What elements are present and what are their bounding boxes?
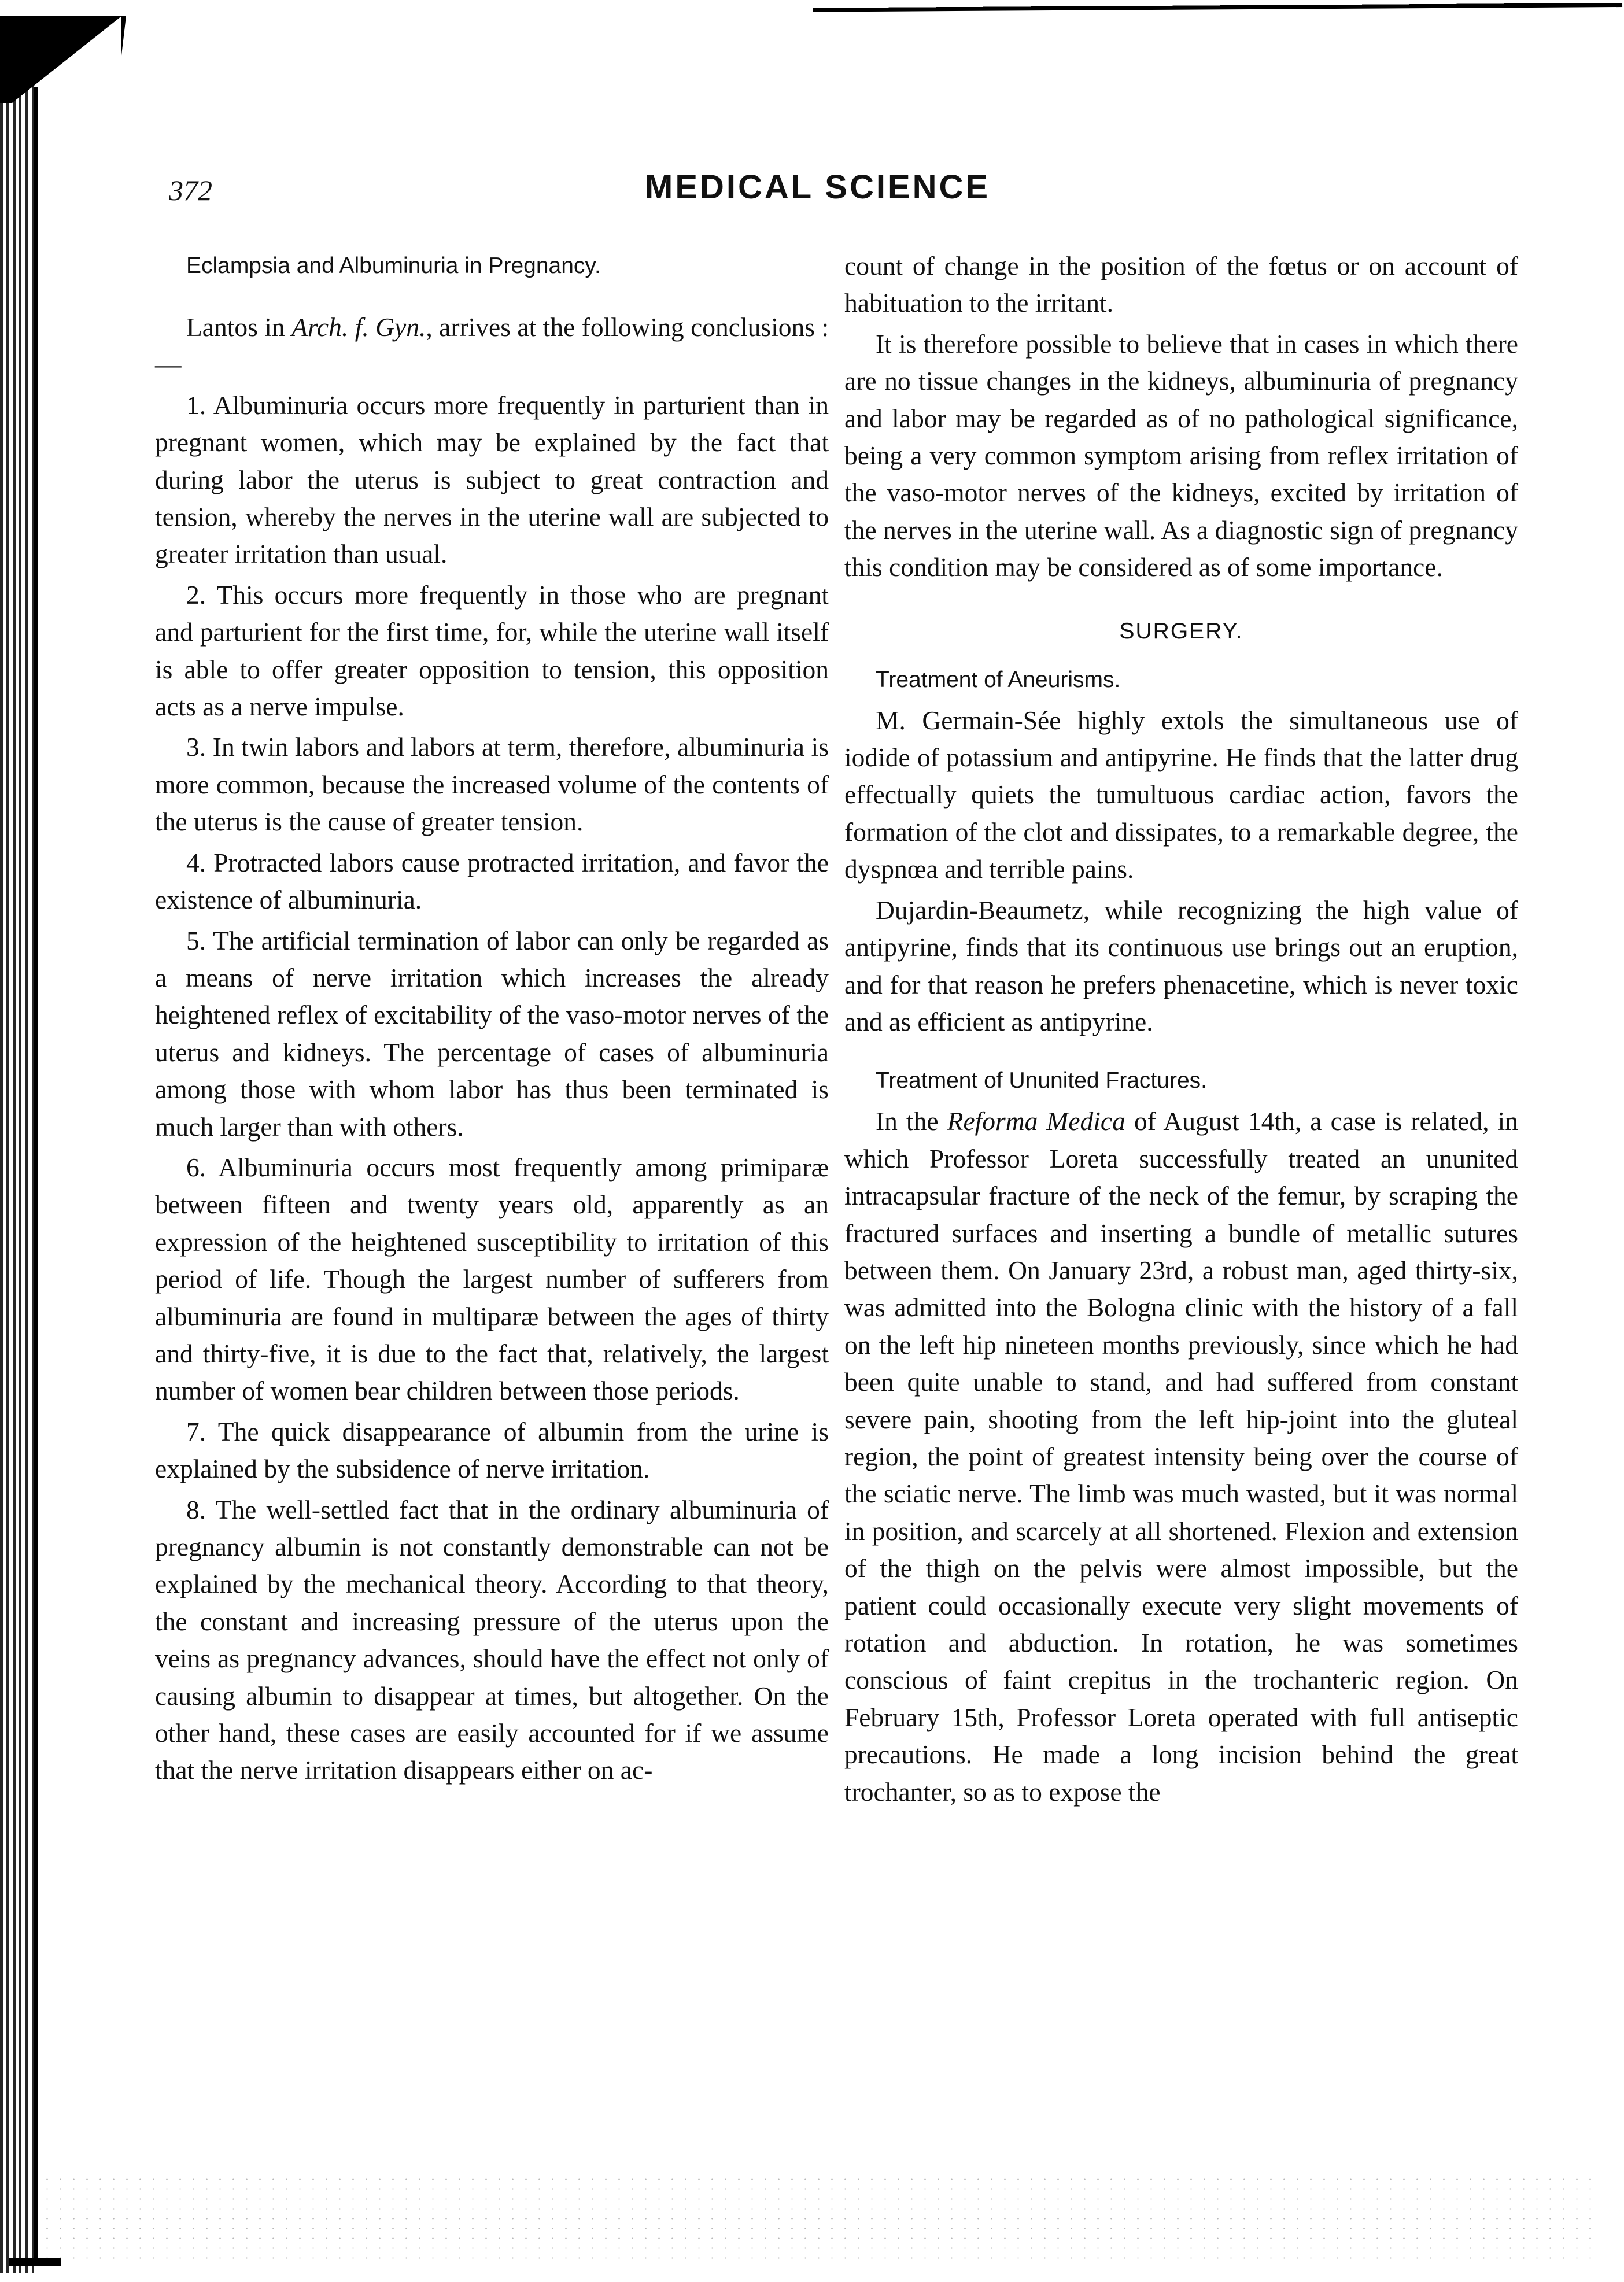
binding-shadow-line bbox=[34, 87, 38, 2261]
fracture-paragraph: In the Reforma Medica of August 14th, a case is related, in which Professor Loreta successfully treated an ununited intracapsular fracture of the neck of the femur, by scraping the fractured surfaces and inserting a bundle of metallic sutures between them. On January 23rd, a robust man, aged thirty-six, was admitted into the Bologna clinic with the history of a fall on the left hip nineteen months previously, since which he had been quite unable to stand, and had suffered from constant severe pain, shooting from the left hip-joint into the gluteal region, the point of greatest intensity being over the course of the sciatic nerve. The limb was much wasted, but it was normal in position, and scarcely at all shortened. Flexion and extension of the thigh on the pelvis were almost impossible, but the patient could occasionally execute very slight movements of rotation and abduction. In rotation, he was sometimes conscious of faint crepitus in the trochanteric region. On February 15th, Professor Loreta operated with full antiseptic precautions. He made a long incision behind the great trochanter, so as to expose the bbox=[844, 1106, 1518, 1807]
article-heading-fractures: Treatment of Ununited Fractures. bbox=[876, 1068, 1207, 1094]
conclusion-8: 8. The well-settled fact that in the ordinary albuminuria of pregnancy albumin is not constantly demonstrable can not be explained by the mechanical theory. According to that theory, the constant and increasing pressure of the uterus upon the veins as pregnancy advances, should have the effect not only of causing albumin to disappear at times, but altogether. On the other hand, these cases are easily accounted for if we assume that the nerve irritation disappears either on ac- bbox=[155, 1494, 829, 1785]
right-column bbox=[844, 248, 1518, 1811]
conclusion-7: 7. The quick disappearance of albumin from the urine is explained by the subsidence of nerve irritation. bbox=[155, 1416, 829, 1484]
article-heading-aneurisms: Treatment of Aneurisms. bbox=[876, 667, 1121, 692]
top-scan-edge bbox=[813, 1, 1622, 12]
article-heading-eclampsia: Eclampsia and Albuminuria in Pregnancy. bbox=[186, 253, 601, 278]
eclampsia-summary: It is therefore possible to believe that in cases in which there are no tissue changes in the kidneys, albuminuria of pregnancy and labor may be regarded as of no pathological significance, being a very common symptom arising from reflex irritation of the vaso-motor nerves of the kidneys, excited by irritation of the nerves in the uterine wall. As a diagnostic sign of pregnancy this condition may be considered as of some importance. bbox=[844, 328, 1518, 582]
conclusion-5: 5. The artificial termination of labor can only be regarded as a means of nerve irritation which increases the already heightened reflex of excitability of the vaso-motor nerves of the uterus and kidneys. The percentage of cases of albuminuria among those with whom labor has thus been terminated is much larger than with others. bbox=[155, 925, 829, 1142]
aneurism-paragraph-1: M. Germain-Sée highly extols the simultaneous use of iodide of potassium and antipyrine. He finds that the latter drug effectually quiets the tumultuous cardiac action, favors the formation of the clot and dissipates, to a remarkable degree, the dyspnœa and terrible pains. bbox=[844, 705, 1518, 884]
page-number: 372 bbox=[169, 174, 212, 206]
conclusion-1: 1. Albuminuria occurs more frequently in parturient than in pregnant women, which may be explained by the fact that during labor the uterus is subject to great contraction and tension, whereby the nerves in the uterine wall are subjected to greater irritation than usual. bbox=[155, 390, 829, 569]
aneurism-paragraph-2: Dujardin-Beaumetz, while recognizing the high value of antipyrine, finds that its continuous use brings out an eruption, and for that reason he prefers phenacetine, which is never toxic and as efficient as antipyrine. bbox=[844, 895, 1518, 1036]
journal-citation: Reforma Medica bbox=[947, 1106, 1125, 1136]
conclusion-4: 4. Protracted labors cause protracted irritation, and favor the existence of albuminuria. bbox=[155, 847, 829, 915]
left-column bbox=[155, 248, 829, 1789]
eclampsia-continuation: count of change in the position of the fœtus or on account of habituation to the irritant. bbox=[844, 251, 1518, 318]
conclusion-2: 2. This occurs more frequently in those who are pregnant and parturient for the first time, for, while the uterine wall itself is able to offer greater opposition to tension, this opposition acts as a nerve impulse. bbox=[155, 579, 829, 722]
book-binding-edge bbox=[0, 17, 36, 2273]
conclusion-6: 6. Albuminuria occurs most frequently among primiparæ between fifteen and twenty years old, apparently as an expression of the heightened susceptibility to irritation of this period of life. Though the largest number of sufferers from albuminuria are found in multiparæ between the ages of thirty and thirty-five, it is due to the fact that, relatively, the largest number of women bear children between those periods. bbox=[155, 1152, 829, 1406]
journal-citation: Arch. f. Gyn. bbox=[291, 312, 426, 342]
conclusion-3: 3. In twin labors and labors at term, therefore, albuminuria is more common, because the increased volume of the contents of the uterus is the cause of greater tension. bbox=[155, 732, 829, 837]
section-title-surgery: SURGERY. bbox=[1119, 618, 1243, 644]
running-head: MEDICAL SCIENCE bbox=[645, 168, 991, 206]
article-intro: Lantos in Arch. f. Gyn., arrives at the following conclusions :— bbox=[155, 312, 829, 379]
scan-noise bbox=[40, 2174, 1602, 2261]
